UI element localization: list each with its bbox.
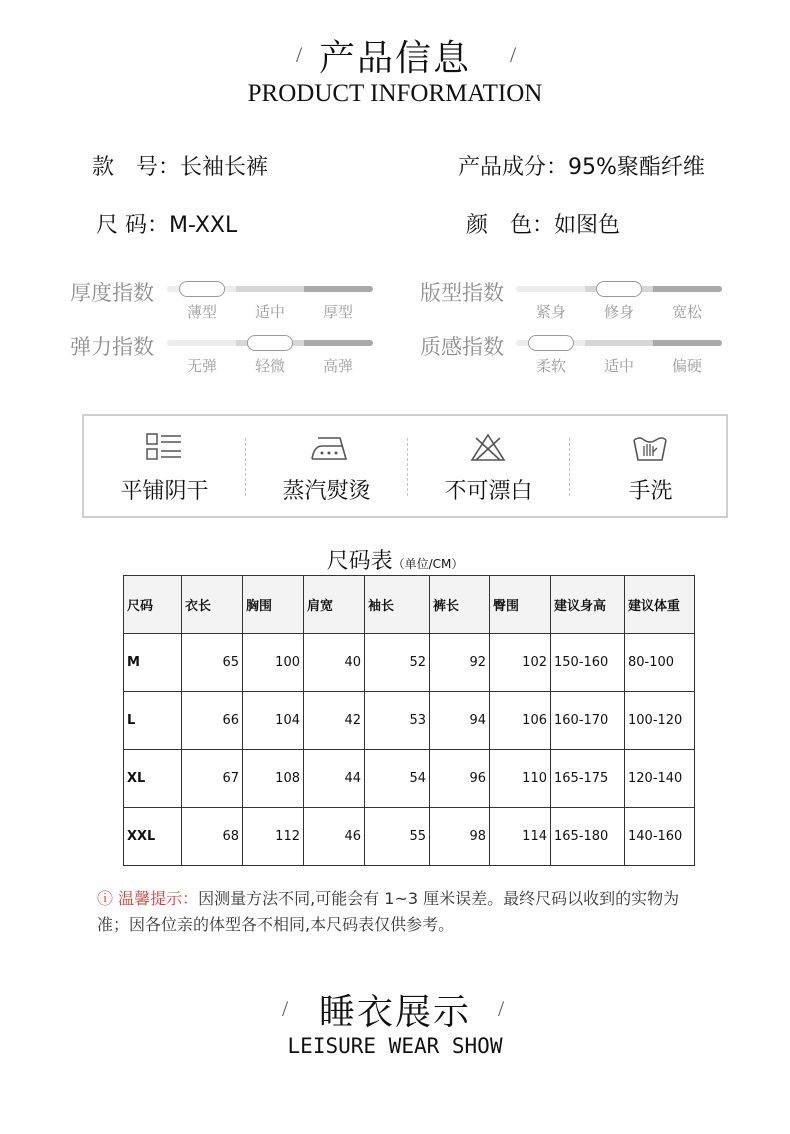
care-item-dry-flat xyxy=(84,416,245,516)
index-segment xyxy=(653,286,722,292)
table-header: 肩宽 xyxy=(304,576,365,634)
material xyxy=(458,150,705,181)
table-cell: 108 xyxy=(243,750,304,808)
table-row xyxy=(124,750,695,808)
care-label: 蒸汽熨烫 xyxy=(282,479,371,504)
table-cell: 92 xyxy=(430,634,490,692)
table-cell: 53 xyxy=(365,692,430,750)
table-cell: 140-160 xyxy=(625,808,695,866)
size-table-title xyxy=(0,544,790,575)
table-cell: 160-170 xyxy=(551,692,625,750)
tip-line-2: 准；因各位亲的体型各不相同,本尺码表仅供参考。 xyxy=(97,915,455,934)
table-cell: 94 xyxy=(430,692,490,750)
index-segment xyxy=(585,340,655,346)
size-table-heading: 尺码表 xyxy=(326,549,393,574)
index-label: 弹力指数 xyxy=(70,335,154,359)
index-segment xyxy=(304,340,373,346)
warm-tip xyxy=(97,886,757,938)
color xyxy=(466,208,620,239)
index-tick-label: 高弹 xyxy=(322,357,353,375)
color-label: 颜 色： xyxy=(466,213,555,238)
table-header: 衣长 xyxy=(182,576,243,634)
table-cell: 100-120 xyxy=(625,692,695,750)
index-tick-label: 柔软 xyxy=(536,357,567,375)
section-title-product-info: 产品信息 xyxy=(318,38,471,79)
table-cell: 46 xyxy=(304,808,365,866)
table-cell: 44 xyxy=(304,750,365,808)
care-item-hand-wash xyxy=(570,416,731,516)
info-circle-icon: ⓘ xyxy=(97,889,119,908)
care-label: 手洗 xyxy=(628,479,673,504)
table-header: 臀围 xyxy=(490,576,551,634)
style-label: 款 号： xyxy=(92,155,181,180)
table-cell: 66 xyxy=(182,692,243,750)
section-subtitle-product-info: PRODUCT INFORMATION xyxy=(247,80,543,107)
size-range xyxy=(96,208,237,239)
table-cell: 150-160 xyxy=(551,634,625,692)
index-label: 厚度指数 xyxy=(70,281,154,305)
section-title-wear-show: 睡衣展示 xyxy=(318,992,471,1033)
index-tick-label: 紧身 xyxy=(536,303,567,321)
table-row xyxy=(124,634,695,692)
index-segment xyxy=(653,340,722,346)
table-cell: 54 xyxy=(365,750,430,808)
index-tick-label: 厚型 xyxy=(322,303,353,321)
index-segment xyxy=(516,286,586,292)
table-cell: 80-100 xyxy=(625,634,695,692)
table-cell: 102 xyxy=(490,634,551,692)
decor-slash-left: / xyxy=(296,42,303,67)
size-value: M-XXL xyxy=(169,213,238,238)
table-cell: L xyxy=(124,692,182,750)
table-cell: M xyxy=(124,634,182,692)
index-knob xyxy=(596,281,642,297)
table-header: 建议身高 xyxy=(551,576,625,634)
table-cell: 110 xyxy=(490,750,551,808)
table-cell: 96 xyxy=(430,750,490,808)
style-number xyxy=(92,150,268,181)
table-header: 袖长 xyxy=(365,576,430,634)
table-cell: 52 xyxy=(365,634,430,692)
decor-slash-left: / xyxy=(282,996,289,1021)
table-cell: 165-175 xyxy=(551,750,625,808)
table-cell: 67 xyxy=(182,750,243,808)
care-instructions xyxy=(82,414,728,518)
decor-slash-right: / xyxy=(498,996,505,1021)
size-table-unit: （单位/CM） xyxy=(392,557,464,571)
index-tick-label: 宽松 xyxy=(671,303,702,321)
index-knob xyxy=(247,335,293,351)
index-tick-label: 适中 xyxy=(603,357,634,375)
no-bleach-icon xyxy=(470,432,506,462)
index-tick-label: 适中 xyxy=(254,303,285,321)
style-value: 长袖长裤 xyxy=(180,155,269,180)
index-tick-label: 修身 xyxy=(603,303,634,321)
table-header-row xyxy=(124,576,695,634)
index-tick-label: 轻微 xyxy=(254,357,285,375)
index-label: 版型指数 xyxy=(420,281,504,305)
index-tick-label: 薄型 xyxy=(187,303,218,321)
index-label: 质感指数 xyxy=(420,335,504,359)
care-label: 不可漂白 xyxy=(444,479,533,504)
table-cell: XXL xyxy=(124,808,182,866)
table-row xyxy=(124,692,695,750)
table-cell: 106 xyxy=(490,692,551,750)
care-item-no-bleach xyxy=(408,416,569,516)
table-cell: 65 xyxy=(182,634,243,692)
size-table xyxy=(123,575,695,866)
table-cell: 114 xyxy=(490,808,551,866)
table-cell: 55 xyxy=(365,808,430,866)
index-tick-label: 偏硬 xyxy=(671,357,702,375)
index-knob xyxy=(179,281,225,297)
table-cell: 112 xyxy=(243,808,304,866)
index-tick-label: 无弹 xyxy=(187,357,218,375)
size-label: 尺 码： xyxy=(96,213,169,238)
material-label: 产品成分： xyxy=(458,155,569,180)
table-cell: 100 xyxy=(243,634,304,692)
care-label: 平铺阴干 xyxy=(120,479,209,504)
table-header: 建议体重 xyxy=(625,576,695,634)
material-value: 95%聚酯纤维 xyxy=(568,155,705,180)
care-item-steam-iron xyxy=(246,416,407,516)
table-cell: 40 xyxy=(304,634,365,692)
table-header: 裤长 xyxy=(430,576,490,634)
table-cell: 120-140 xyxy=(625,750,695,808)
index-segment xyxy=(304,286,373,292)
decor-slash-right: / xyxy=(510,42,517,67)
table-header: 尺码 xyxy=(124,576,182,634)
table-header: 胸围 xyxy=(243,576,304,634)
table-cell: 165-180 xyxy=(551,808,625,866)
hand-wash-icon xyxy=(632,432,668,462)
index-segment xyxy=(167,340,237,346)
table-cell: 104 xyxy=(243,692,304,750)
table-cell: 68 xyxy=(182,808,243,866)
table-cell: 42 xyxy=(304,692,365,750)
table-cell: 98 xyxy=(430,808,490,866)
index-segment xyxy=(236,286,306,292)
section-subtitle-wear-show: LEISURE WEAR SHOW xyxy=(287,1034,503,1058)
tip-prefix: 温馨提示： xyxy=(118,889,199,908)
index-knob xyxy=(528,335,574,351)
color-value: 如图色 xyxy=(554,213,621,238)
dry-flat-shade-icon xyxy=(146,432,182,462)
steam-iron-icon xyxy=(308,432,348,462)
table-cell: XL xyxy=(124,750,182,808)
tip-line-1: 因测量方法不同,可能会有 1~3 厘米误差。最终尺码以收到的实物为 xyxy=(198,889,680,908)
table-row xyxy=(124,808,695,866)
